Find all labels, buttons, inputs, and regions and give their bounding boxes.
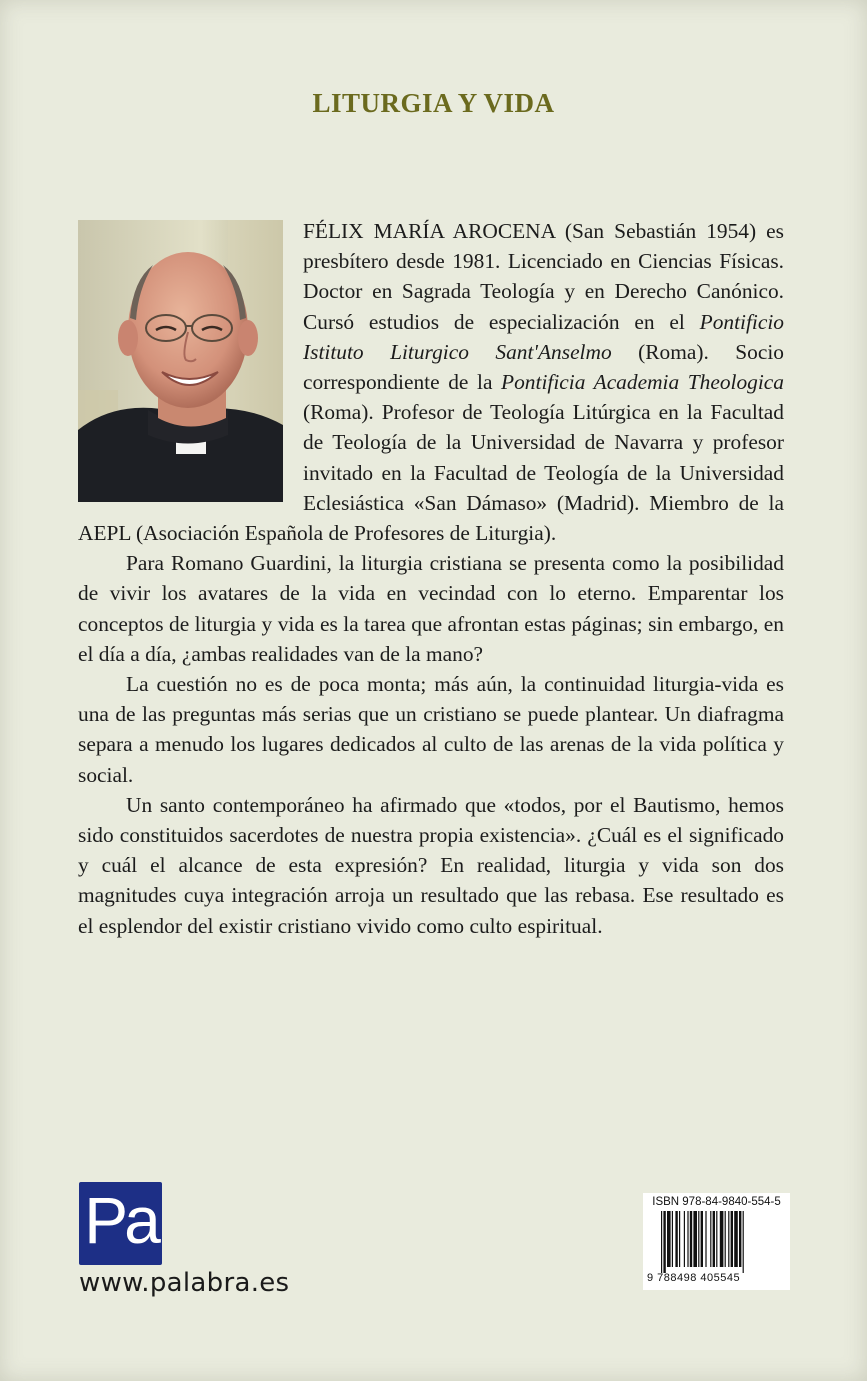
barcode-bar — [672, 1211, 673, 1267]
bio-mid: (Roma). Socio correspondiente de la — [303, 339, 784, 395]
barcode-bar — [728, 1211, 729, 1267]
paragraph-question: La cuestión no es de poca monta; más aún, la continuidad liturgia-vida es una de las preguntas más serias que un cristiano se puede plantear. Un diafragma separa a menudo los lugares dedicados al culto de las arenas de la vida política y social. — [78, 672, 784, 787]
barcode-bar — [734, 1211, 738, 1267]
back-cover-text — [78, 216, 784, 941]
barcode-bar — [725, 1211, 726, 1267]
barcode-bar — [739, 1211, 741, 1267]
barcode-bar — [698, 1211, 699, 1267]
barcode-bar — [731, 1211, 733, 1267]
bio-opening: FÉLIX MARÍA AROCENA (San Sebastián 1954) es presbítero desde 1981. Licenciado en Ciencias Físicas. Doctor en Sagrada Teología y en Derecho Canónico. Cursó estudios de especialización en el — [303, 219, 784, 334]
barcode-bars — [661, 1211, 773, 1273]
publisher-logo-text: Pa — [84, 1183, 157, 1257]
barcode-bar — [661, 1211, 662, 1273]
barcode-bar — [679, 1211, 680, 1267]
isbn-barcode — [643, 1193, 790, 1290]
barcode-bar — [690, 1211, 692, 1267]
barcode-bar — [687, 1211, 688, 1267]
barcode-bar — [705, 1211, 706, 1267]
barcode-bar — [663, 1211, 665, 1273]
barcode-bar — [720, 1211, 724, 1267]
barcode-bar — [716, 1211, 717, 1267]
publisher-website: www.palabra.es — [79, 1268, 290, 1298]
bio-closing: (Roma). Profesor de Teología Litúrgica en la Facultad de Teología de la Universidad de Navarra y profesor invitado en la Facultad de Teología de la Universidad Eclesiástica «San Dámaso» (Madrid). Miembro de la AEPL (Asociación Española de Profesores de Liturgia). — [78, 400, 784, 546]
barcode-bar — [675, 1211, 677, 1267]
paragraph-saint: Un santo contemporáneo ha afirmado que «todos, por el Bautismo, hemos sido constituidos sacerdotes de nuestra propia existencia». ¿Cuál es el significado y cuál el alcance de esta expresión? En realidad, liturgia y vida son dos magnitudes cuya integración arroja un resultado que las rebasa. Ese resultado es el esplendor del existir cristiano vivido como culto espiritual. — [78, 792, 784, 938]
isbn-label: ISBN 978-84-9840-554-5 — [652, 1196, 781, 1208]
publisher-logo — [79, 1182, 162, 1265]
barcode-bar — [684, 1211, 685, 1267]
bio-institute: Pontificio Istituto Liturgico Sant'Anselmo — [303, 309, 784, 364]
barcode-bar — [667, 1211, 671, 1267]
paragraph-guardini: Para Romano Guardini, la liturgia cristiana se presenta como la posibilidad de vivir los avatares de la vida en vecindad con lo eterno. Emparentar los conceptos de liturgia y vida es la tarea que afrontan estas páginas; sin embargo, en el día a día, ¿ambas realidades van de la mano? — [78, 551, 784, 666]
bio-academy: Pontificia Academia Theologica — [501, 370, 785, 395]
barcode-bar — [693, 1211, 697, 1267]
barcode-bar — [713, 1211, 715, 1267]
barcode-bar — [743, 1211, 744, 1273]
photo-text-wrap — [78, 216, 283, 504]
book-title: LITURGIA Y VIDA — [312, 88, 555, 118]
barcode-bar — [701, 1211, 703, 1267]
barcode-bar — [710, 1211, 711, 1267]
barcode-digits: 9 788498 405545 — [647, 1272, 741, 1284]
